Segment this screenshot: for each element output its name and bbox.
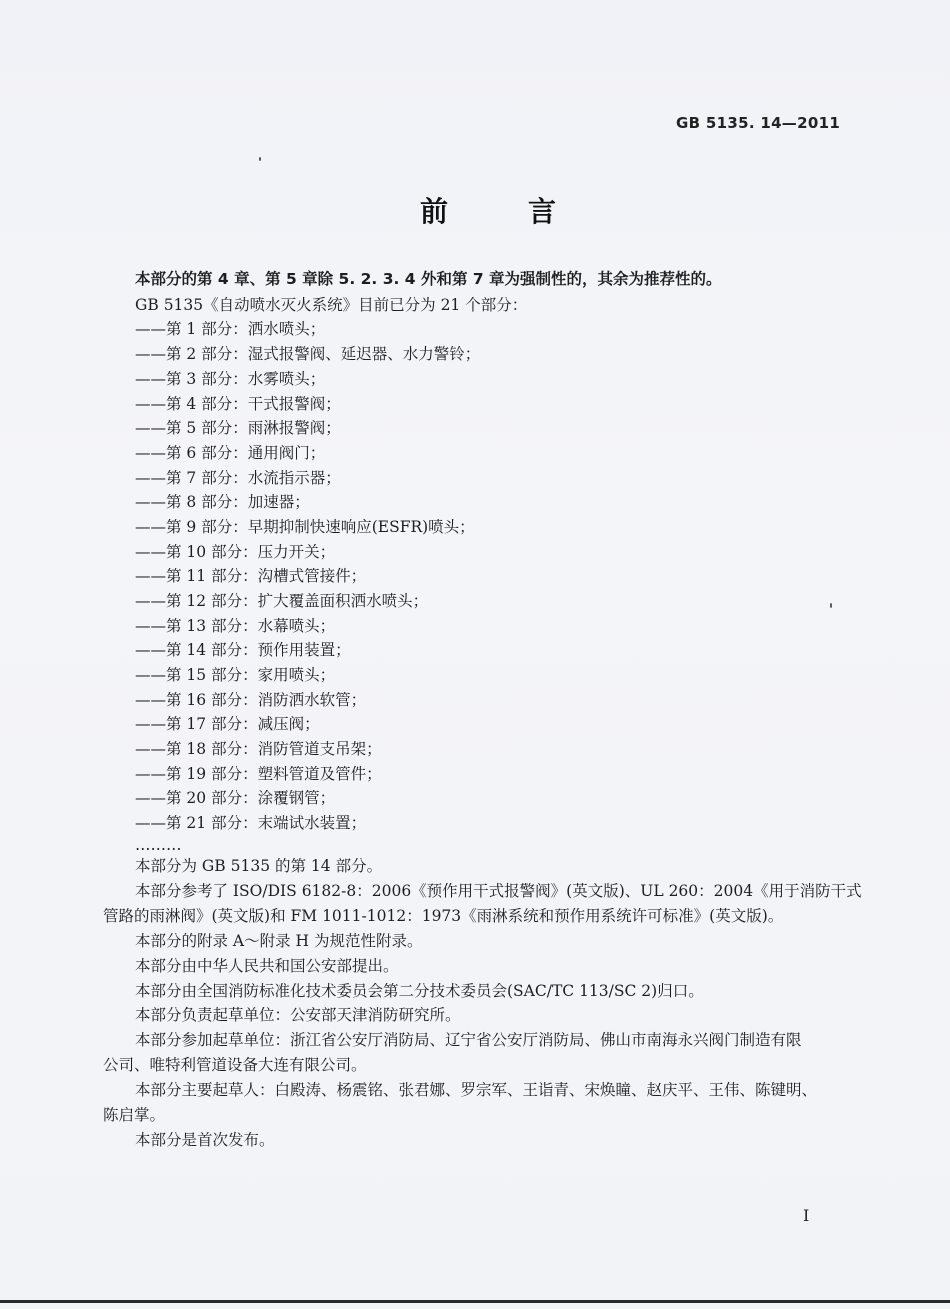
list-item: ——第 5 部分：雨淋报警阀；	[135, 419, 341, 437]
body-paragraph: 本部分是首次发布。	[135, 1131, 275, 1149]
list-item: ——第 3 部分：水雾喷头；	[135, 370, 326, 388]
bottom-scan-border	[0, 1300, 950, 1303]
body-paragraph: 本部分主要起草人：白殿涛、杨震铭、张君娜、罗宗军、王诣青、宋焕瞳、赵庆平、王伟、陈键明、	[135, 1081, 818, 1099]
list-item: ——第 1 部分：洒水喷头；	[135, 320, 326, 338]
scan-speck	[259, 157, 261, 161]
mandatory-statement: 本部分的第 4 章、第 5 章除 5. 2. 3. 4 外和第 7 章为强制性的，其余为推荐性的。	[135, 270, 722, 288]
list-item: ——第 6 部分：通用阀门；	[135, 444, 326, 462]
list-item: ——第 19 部分：塑料管道及管件；	[135, 765, 382, 783]
body-paragraph: 本部分的附录 A～附录 H 为规范性附录。	[135, 932, 423, 950]
body-paragraph: 本部分由全国消防标准化技术委员会第二分技术委员会(SAC/TC 113/SC 2)归口。	[135, 982, 704, 1000]
page-number: I	[803, 1206, 810, 1225]
list-item: ——第 7 部分：水流指示器；	[135, 469, 341, 487]
body-paragraph: 本部分由中华人民共和国公安部提出。	[135, 957, 399, 975]
list-item: ——第 10 部分：压力开关；	[135, 543, 336, 561]
list-item: ——第 2 部分：湿式报警阀、延迟器、水力警铃；	[135, 345, 481, 363]
list-item: ——第 8 部分：加速器；	[135, 493, 310, 511]
body-paragraph: 本部分参加起草单位：浙江省公安厅消防局、辽宁省公安厅消防局、佛山市南海永兴阀门制造有限	[135, 1031, 802, 1049]
list-item: ——第 21 部分：末端试水装置；	[135, 814, 367, 832]
list-item: ——第 12 部分：扩大覆盖面积洒水喷头；	[135, 592, 429, 610]
body-paragraph-continuation: 管路的雨淋阀》(英文版)和 FM 1011-1012：1973《雨淋系统和预作用系统许可标准》(英文版)。	[103, 907, 784, 925]
list-item: ——第 14 部分：预作用装置；	[135, 641, 351, 659]
body-paragraph-continuation: 陈启掌。	[103, 1106, 166, 1124]
body-paragraph: 本部分负责起草单位：公安部天津消防研究所。	[135, 1006, 461, 1024]
list-item: ——第 18 部分：消防管道支吊架；	[135, 740, 382, 758]
list-item: ——第 16 部分：消防洒水软管；	[135, 691, 367, 709]
list-item: ——第 9 部分：早期抑制快速响应(ESFR)喷头；	[135, 518, 475, 536]
page-title: 前 言	[420, 195, 583, 228]
list-item: ——第 4 部分：干式报警阀；	[135, 395, 341, 413]
list-item: ——第 13 部分：水幕喷头；	[135, 617, 336, 635]
body-paragraph: 本部分参考了 ISO/DIS 6182-8：2006《预作用干式报警阀》(英文版)、UL 260：2004《用于消防干式	[135, 882, 862, 900]
list-ellipsis: ………	[135, 836, 182, 854]
body-paragraph-continuation: 公司、唯特利管道设备大连有限公司。	[103, 1056, 367, 1074]
list-item: ——第 20 部分：涂覆钢管；	[135, 789, 336, 807]
scan-speck	[830, 603, 832, 608]
series-statement: GB 5135《自动喷水灭火系统》目前已分为 21 个部分：	[135, 296, 528, 314]
list-item: ——第 15 部分：家用喷头；	[135, 666, 336, 684]
body-paragraph: 本部分为 GB 5135 的第 14 部分。	[135, 857, 383, 875]
list-item: ——第 11 部分：沟槽式管接件；	[135, 567, 367, 585]
standard-code: GB 5135. 14—2011	[676, 114, 841, 132]
list-item: ——第 17 部分：减压阀；	[135, 715, 320, 733]
